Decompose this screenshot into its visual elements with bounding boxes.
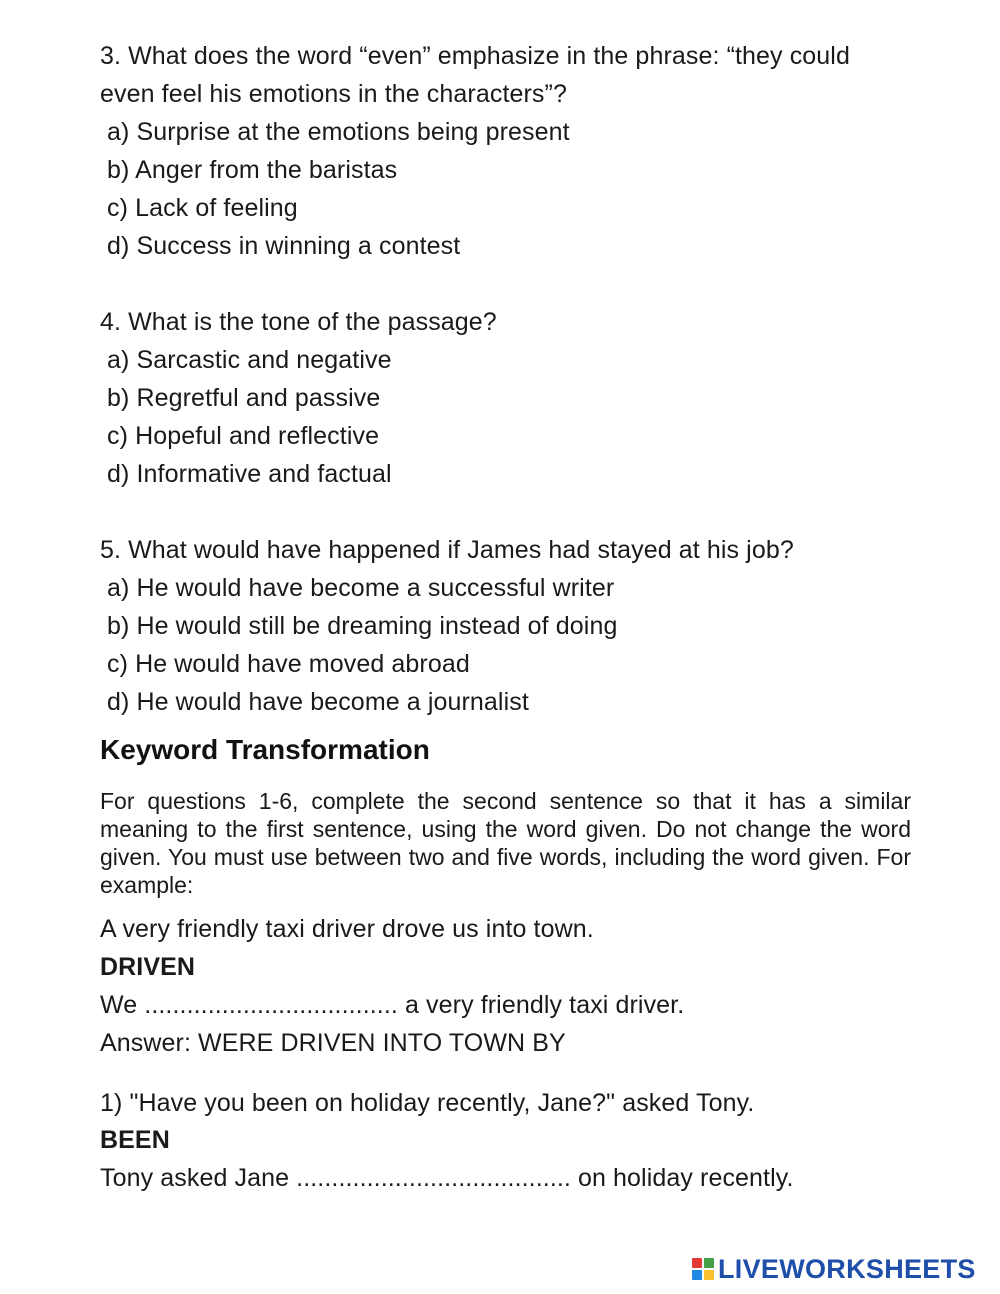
item-1-sentence: 1) "Have you been on holiday recently, Jane?" asked Tony. xyxy=(100,1089,755,1117)
liveworksheets-logo xyxy=(692,1254,976,1284)
question-5-option-c[interactable]: c) He would have moved abroad xyxy=(107,650,470,678)
question-4-option-d[interactable]: d) Informative and factual xyxy=(107,460,392,488)
section-instructions: For questions 1-6, complete the second sentence so that it has a similar meaning to the first sentence, using the word given. Do not change the word given. You must use between two and five words, including the word given. For example: xyxy=(100,788,911,898)
question-5-option-a[interactable]: a) He would have become a successful writer xyxy=(107,574,615,602)
question-3-text-line-2: even feel his emotions in the characters”? xyxy=(100,80,567,108)
logo-block-red xyxy=(692,1258,702,1268)
example-answer: Answer: WERE DRIVEN INTO TOWN BY xyxy=(100,1029,566,1057)
question-4-option-a[interactable]: a) Sarcastic and negative xyxy=(107,346,392,374)
question-3-option-c[interactable]: c) Lack of feeling xyxy=(107,194,298,222)
logo-block-yellow xyxy=(704,1270,714,1280)
example-keyword: DRIVEN xyxy=(100,953,196,981)
logo-blocks-icon xyxy=(692,1258,714,1280)
item-1-gap-sentence[interactable]: Tony asked Jane ....................................... on holiday recently. xyxy=(100,1164,794,1192)
section-heading: Keyword Transformation xyxy=(100,734,430,765)
question-5-text: 5. What would have happened if James had stayed at his job? xyxy=(100,536,794,564)
question-3-option-b[interactable]: b) Anger from the baristas xyxy=(107,156,398,184)
question-3-text-line-1: 3. What does the word “even” emphasize in the phrase: “they could xyxy=(100,42,850,70)
question-3-option-a[interactable]: a) Surprise at the emotions being present xyxy=(107,118,570,146)
logo-block-green xyxy=(704,1258,714,1268)
item-1-keyword: BEEN xyxy=(100,1126,170,1154)
example-gap-sentence: We .................................... a very friendly taxi driver. xyxy=(100,991,685,1019)
logo-text: LIVEWORKSHEETS xyxy=(718,1253,976,1284)
example-sentence: A very friendly taxi driver drove us into town. xyxy=(100,915,594,943)
logo-block-blue xyxy=(692,1270,702,1280)
question-5-option-d[interactable]: d) He would have become a journalist xyxy=(107,688,529,716)
question-5-option-b[interactable]: b) He would still be dreaming instead of doing xyxy=(107,612,618,640)
question-4-option-b[interactable]: b) Regretful and passive xyxy=(107,384,381,412)
question-4-option-c[interactable]: c) Hopeful and reflective xyxy=(107,422,380,450)
question-4-text: 4. What is the tone of the passage? xyxy=(100,308,497,336)
question-3-option-d[interactable]: d) Success in winning a contest xyxy=(107,232,461,260)
